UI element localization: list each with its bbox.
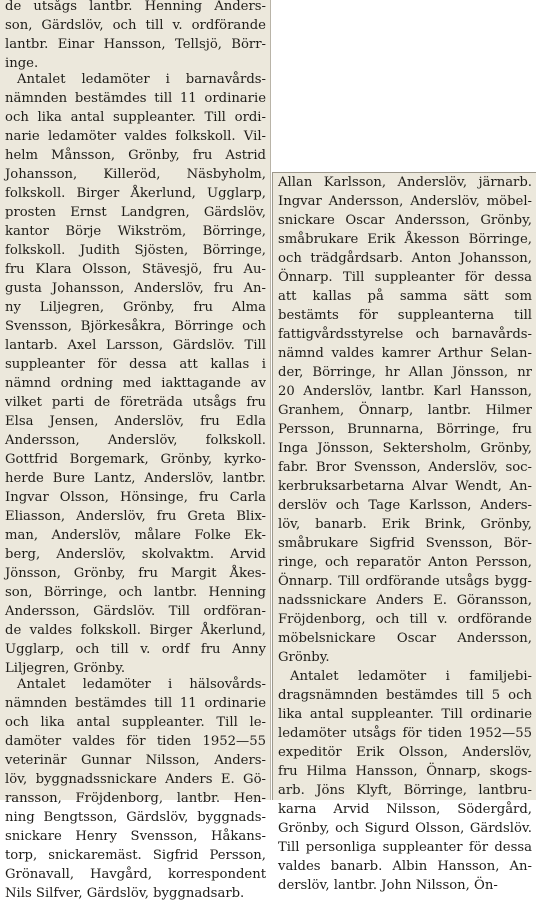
text-line: Antalet ledamöter i barnavårds- bbox=[17, 72, 266, 87]
text-line: Grönby. bbox=[278, 650, 330, 665]
text-line: Önnarp. Till ordförande utsågs bygg- bbox=[278, 574, 532, 589]
text-line: man, Anderslöv, målare Folke Ek- bbox=[5, 528, 266, 543]
text-line: snickare Oscar Andersson, Grönby, bbox=[278, 213, 532, 228]
text-line: damöter valdes för tiden 1952—55 bbox=[5, 734, 266, 749]
text-line: löv, banarb. Erik Brink, Grönby, bbox=[278, 517, 532, 532]
text-line: ny Liljegren, Grönby, fru Alma bbox=[5, 300, 266, 315]
text-line: karna Arvid Nilsson, Södergård, bbox=[278, 802, 532, 817]
text-line: suppleanter för dessa att kallas i bbox=[5, 357, 266, 372]
text-line: löv, byggnadssnickare Anders E. Gö- bbox=[5, 772, 266, 787]
text-line: Johansson, Killeröd, Näsbyholm, bbox=[5, 167, 266, 182]
text-line: Allan Karlsson, Anderslöv, järnarb. bbox=[278, 175, 532, 190]
text-line: Persson, Brunnarna, Börringe, fru bbox=[278, 422, 532, 437]
article-paragraph bbox=[5, 675, 266, 903]
text-line: prosten Ernst Landgren, Gärdslöv, bbox=[5, 205, 266, 220]
article-paragraph bbox=[5, 0, 266, 73]
text-line: Till personliga suppleanter för dessa bbox=[278, 840, 532, 855]
text-line: nämnden bestämdes till 11 ordinarie bbox=[5, 91, 266, 106]
text-line: Grönby, och Sigurd Olsson, Gärdslöv. bbox=[278, 821, 532, 836]
article-paragraph bbox=[5, 70, 266, 678]
text-line: de utsågs lantbr. Henning Anders- bbox=[5, 0, 266, 14]
text-line: småbrukare Erik Åkesson Börringe, bbox=[278, 232, 532, 247]
text-line: de valdes folkskoll. Birger Åkerlund, bbox=[5, 623, 266, 638]
text-line: Granhem, Önnarp, lantbr. Hilmer bbox=[278, 403, 532, 418]
text-line: Ingvar Andersson, Anderslöv, möbel- bbox=[278, 194, 532, 209]
text-line: nämnd ordning med iakttagande av bbox=[5, 376, 266, 391]
text-line: och trädgårdsarb. Anton Johansson, bbox=[278, 251, 532, 266]
text-line: Eliasson, Anderslöv, fru Greta Blix- bbox=[5, 509, 266, 524]
text-line: gusta Johansson, Anderslöv, fru An- bbox=[5, 281, 266, 296]
text-line: folkskoll. Judith Sjösten, Börringe, bbox=[5, 243, 266, 258]
text-line: Elsa Jensen, Anderslöv, fru Edla bbox=[5, 414, 266, 429]
text-line: fabr. Bror Svensson, Anderslöv, soc- bbox=[278, 460, 532, 475]
text-line: kerbruksarbetarna Alvar Wendt, An- bbox=[278, 479, 532, 494]
text-line: veterinär Gunnar Nilsson, Anders- bbox=[5, 753, 266, 768]
text-line: herde Bure Lantz, Anderslöv, lantbr. bbox=[5, 471, 266, 486]
text-line: der, Börringe, hr Allan Jönsson, nr bbox=[278, 365, 532, 380]
text-line: bestämts för suppleanterna till bbox=[278, 308, 532, 323]
text-line: folkskoll. Birger Åkerlund, Ugglarp, bbox=[5, 186, 266, 201]
text-line: derslöv, lantbr. John Nilsson, Ön- bbox=[278, 878, 498, 893]
text-line: Antalet ledamöter i hälsovårds- bbox=[17, 677, 266, 692]
text-line: ringe, och reparatör Anton Persson, bbox=[278, 555, 532, 570]
text-line: Önnarp. Till suppleanter för dessa bbox=[278, 270, 532, 285]
text-line: Andersson, Gärdslöv. Till ordföran- bbox=[5, 604, 266, 619]
article-paragraph bbox=[278, 173, 532, 667]
text-line: ledamöter utsågs för tiden 1952—55 bbox=[278, 726, 532, 741]
text-line: nadssnickare Anders E. Göransson, bbox=[278, 593, 532, 608]
text-line: lika antal suppleanter. Till ordinarie bbox=[278, 707, 532, 722]
text-line: ransson, Fröjdenborg, lantbr. Hen- bbox=[5, 791, 266, 806]
text-line: fattigvårdsstyrelse och barnavårds- bbox=[278, 327, 532, 342]
text-line: Liljegren, Grönby. bbox=[5, 661, 126, 676]
text-line: son, Gärdslöv, och till v. ordförande bbox=[5, 18, 266, 33]
text-line: och lika antal suppleanter. Till le- bbox=[5, 715, 266, 730]
text-line: Ugglarp, och till v. ordf fru Anny bbox=[5, 642, 266, 657]
text-line: son, Börringe, och lantbr. Henning bbox=[5, 585, 266, 600]
text-line: lantbr. Einar Hansson, Tellsjö, Börr- bbox=[5, 37, 266, 52]
text-line: Fröjdenborg, och till v. ordförande bbox=[278, 612, 532, 627]
text-line: Ingvar Olsson, Hönsinge, fru Carla bbox=[5, 490, 266, 505]
text-line: att kallas på samma sätt som bbox=[278, 289, 532, 304]
text-line: helm Månsson, Grönby, fru Astrid bbox=[5, 148, 266, 163]
text-line: fru Hilma Hansson, Önnarp, skogs- bbox=[278, 764, 532, 779]
text-line: nämnden bestämdes till 11 ordinarie bbox=[5, 696, 266, 711]
text-line: narie ledamöter valdes folkskoll. Vil- bbox=[5, 129, 266, 144]
text-line: kantor Börje Wikström, Börringe, bbox=[5, 224, 266, 239]
text-line: arb. Jöns Klyft, Börringe, lantbru- bbox=[278, 783, 532, 798]
text-line: valdes banarb. Albin Hansson, An- bbox=[278, 859, 532, 874]
text-line: berg, Anderslöv, skolvaktm. Arvid bbox=[5, 547, 266, 562]
text-line: lantarb. Axel Larsson, Gärdslöv. Till bbox=[5, 338, 266, 353]
text-line: Grönavall, Havgård, korrespondent bbox=[5, 867, 266, 882]
text-line: snickare Henry Svensson, Håkans- bbox=[5, 829, 266, 844]
text-line: derslöv och Tage Karlsson, Anders- bbox=[278, 498, 532, 513]
text-line: vilket parti de företräda utsågs fru bbox=[5, 395, 266, 410]
text-line: ning Bengtsson, Gärdslöv, byggnads- bbox=[5, 810, 266, 825]
text-line: fru Klara Olsson, Stävesjö, fru Au- bbox=[5, 262, 266, 277]
text-line: småbrukare Sigfrid Svensson, Bör- bbox=[278, 536, 532, 551]
text-line: 20 Anderslöv, lantbr. Karl Hansson, bbox=[278, 384, 532, 399]
newspaper-clipping-right-column bbox=[272, 172, 536, 893]
text-line: Nils Silfver, Gärdslöv, byggnadsarb. bbox=[5, 886, 245, 901]
text-line: inge. bbox=[5, 56, 39, 71]
text-line: torp, snickaremäst. Sigfrid Persson, bbox=[5, 848, 266, 863]
text-line: nämnd valdes kamrer Arthur Selan- bbox=[278, 346, 532, 361]
text-line: Svensson, Björkesåkra, Börringe och bbox=[5, 319, 266, 334]
text-line: Andersson, Anderslöv, folkskoll. bbox=[5, 433, 266, 448]
text-line: dragsnämnden bestämdes till 5 och bbox=[278, 688, 532, 703]
article-paragraph bbox=[278, 667, 532, 895]
text-line: Jönsson, Grönby, fru Margit Åkes- bbox=[5, 566, 266, 581]
text-line: Antalet ledamöter i familjebi- bbox=[290, 669, 532, 684]
text-line: expeditör Erik Olsson, Anderslöv, bbox=[278, 745, 532, 760]
text-line: och lika antal suppleanter. Till ordi- bbox=[5, 110, 266, 125]
text-line: möbelsnickare Oscar Andersson, bbox=[278, 631, 532, 646]
text-line: Inga Jönsson, Sektersholm, Grönby, bbox=[278, 441, 532, 456]
text-line: Gottfrid Borgemark, Grönby, kyrko- bbox=[5, 452, 266, 467]
